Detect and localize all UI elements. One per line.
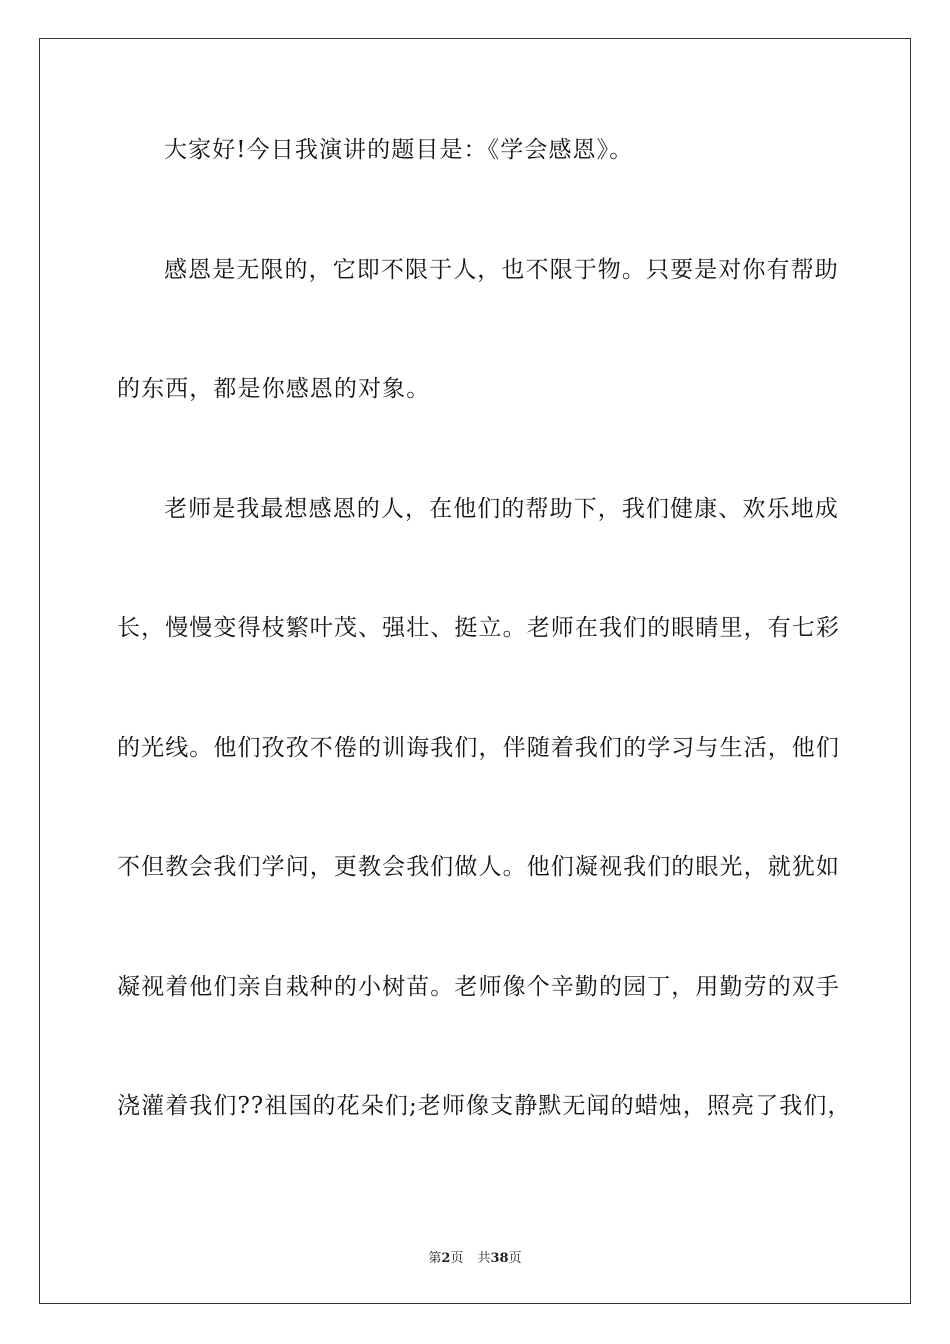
paragraph-line: 的光线。他们孜孜不倦的训诲我们，伴随着我们的学习与生活，他们 <box>117 734 840 761</box>
page-footer <box>0 1247 950 1266</box>
page-number: 2 <box>441 1251 451 1266</box>
total-suffix: 页 <box>508 1251 522 1266</box>
paragraph-line: 大家好!今日我演讲的题目是：《学会感恩》。 <box>164 137 634 163</box>
paragraph-line: 浇灌着我们??祖国的花朵们;老师像支静默无闻的蜡烛，照亮了我们， <box>117 1093 852 1119</box>
paragraph-line: 感恩是无限的，它即不限于人，也不限于物。只要是对你有帮助 <box>164 256 839 283</box>
paragraph-line: 的东西，都是你感恩的对象。 <box>117 376 431 402</box>
paragraph-line: 长，慢慢变得枝繁叶茂、强壮、挺立。老师在我们的眼睛里，有七彩 <box>117 615 840 641</box>
page-suffix: 页 <box>450 1251 464 1266</box>
page-prefix: 第 <box>428 1251 442 1266</box>
document-body <box>117 129 852 1205</box>
paragraph-line: 老师是我最想感恩的人，在他们的帮助下，我们健康、欢乐地成 <box>164 495 839 522</box>
paragraph-line: 不但教会我们学问，更教会我们做人。他们凝视我们的眼光，就犹如 <box>117 854 840 880</box>
total-prefix: 共 <box>477 1251 491 1266</box>
paragraph-line: 凝视着他们亲自栽种的小树苗。老师像个辛勤的园丁，用勤劳的双手 <box>117 973 840 1000</box>
total-pages: 38 <box>490 1251 509 1266</box>
